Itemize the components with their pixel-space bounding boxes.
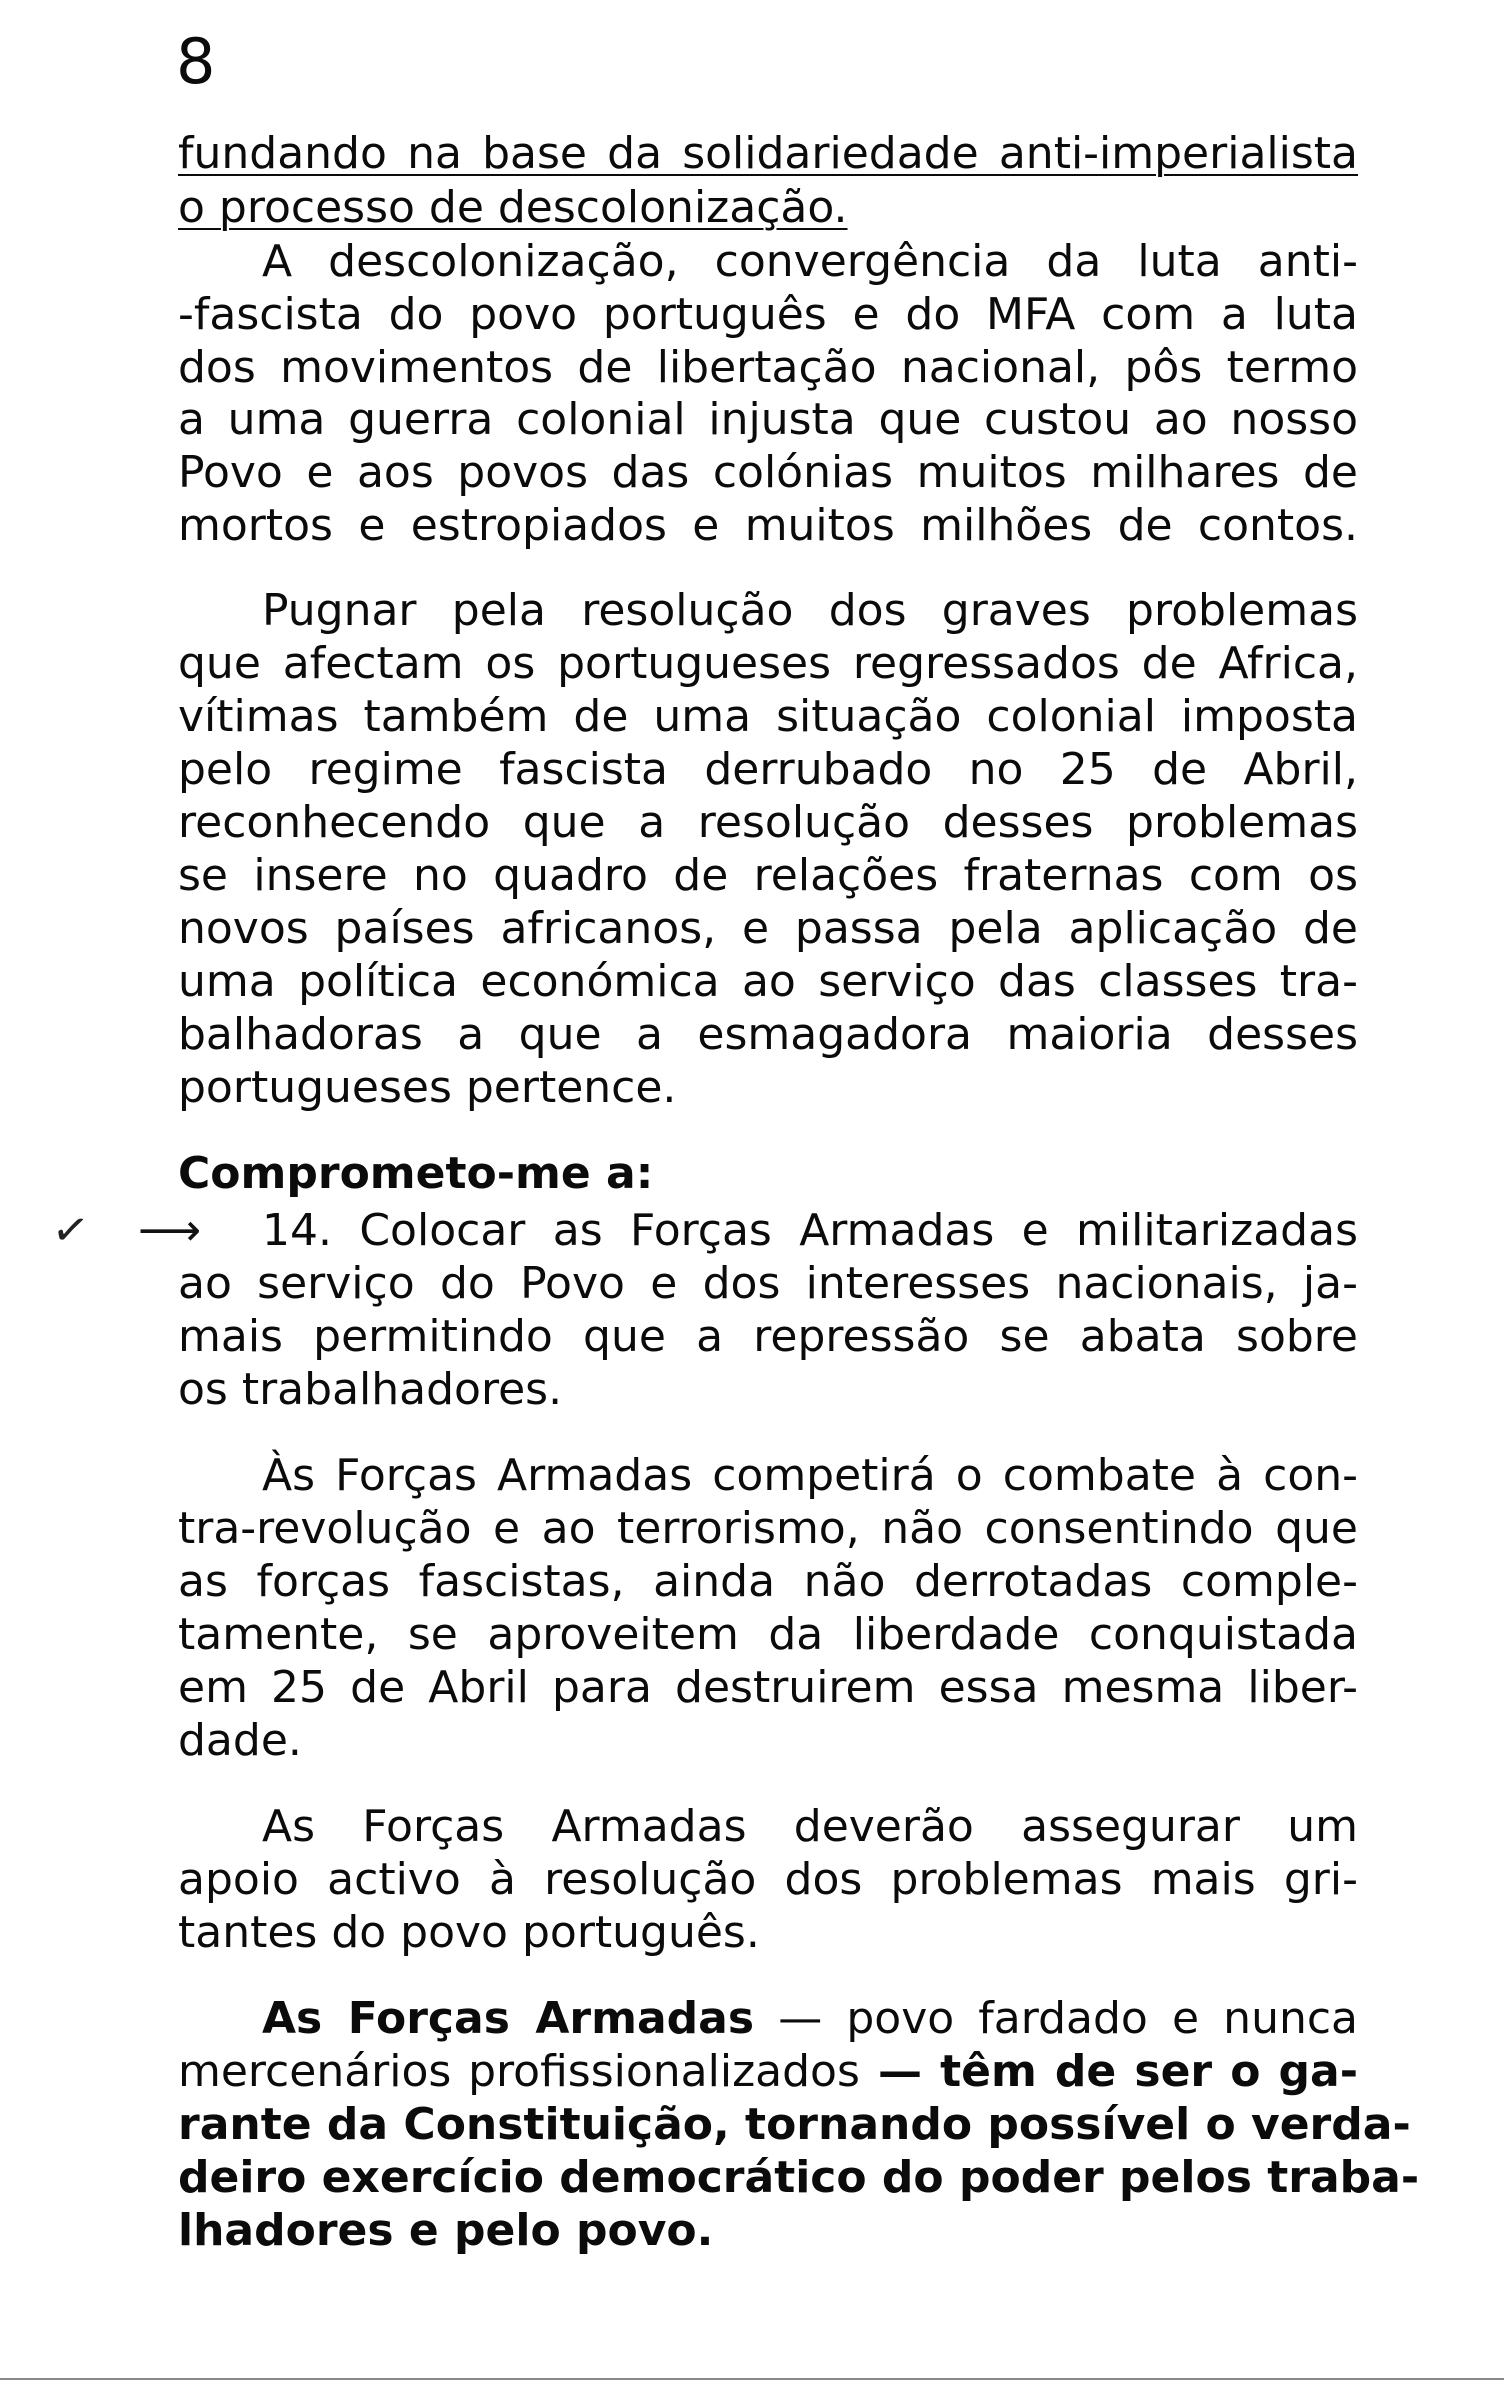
text-line: tamente, se aproveitem da liberdade conquistada (178, 1609, 1358, 1660)
text-span: mercenários profissionalizados (178, 2046, 860, 2097)
text-line: os trabalhadores. (178, 1364, 563, 1415)
margin-arrow-mark: ⟶ (138, 1205, 202, 1256)
text-line: uma política económica ao serviço das classes tra- (178, 956, 1358, 1007)
text-line: se insere no quadro de relações fraternas com os (178, 850, 1358, 901)
text-line: balhadoras a que a esmagadora maioria desses (178, 1009, 1358, 1060)
text-line: Povo e aos povos das colónias muitos milhares de (178, 447, 1358, 498)
text-line: rante da Constituição, tornando possível o verda- (178, 2099, 1411, 2150)
text-line: pelo regime fascista derrubado no 25 de Abril, (178, 744, 1358, 795)
text-line: -fascista do povo português e do MFA com a luta (178, 289, 1358, 340)
text-line: a uma guerra colonial injusta que custou ao nosso (178, 394, 1358, 445)
text-line: 14. Colocar as Forças Armadas e militarizadas (262, 1205, 1358, 1256)
text-span: As Forças Armadas (262, 1993, 755, 2044)
text-line: reconhecendo que a resolução desses problemas (178, 797, 1358, 848)
text-line: mortos e estropiados e muitos milhões de contos. (178, 500, 1358, 551)
text-line: As Forças Armadas deverão assegurar um (262, 1801, 1358, 1852)
text-line: novos países africanos, e passa pela aplicação de (178, 903, 1358, 954)
text-line: as forças fascistas, ainda não derrotadas comple- (178, 1556, 1358, 1607)
text-line: vítimas também de uma situação colonial imposta (178, 691, 1358, 742)
text-line: Pugnar pela resolução dos graves problemas (262, 585, 1358, 636)
bottom-rule (0, 2378, 1504, 2380)
text-line: A descolonização, convergência da luta anti- (262, 236, 1358, 287)
text-line (178, 2046, 1358, 2098)
text-line: lhadores e pelo povo. (178, 2205, 714, 2256)
page-number: 8 (176, 25, 216, 98)
text-line: fundando na base da solidariedade anti-imperialista (178, 128, 1358, 179)
text-line: tra-revolução e ao terrorismo, não consentindo que (178, 1503, 1358, 1554)
text-line: Comprometo-me a: (178, 1148, 654, 1199)
margin-check-mark: ✓ (48, 1202, 93, 1259)
text-line: dos movimentos de libertação nacional, pôs termo (178, 342, 1358, 393)
text-line: deiro exercício democrático do poder pelos traba- (178, 2152, 1420, 2203)
text-line (262, 1993, 1358, 2045)
text-line: Às Forças Armadas competirá o combate à con- (262, 1450, 1358, 1501)
text-line: mais permitindo que a repressão se abata sobre (178, 1311, 1358, 1362)
text-span: — têm de ser o ga- (859, 2046, 1358, 2097)
text-span: — povo fardado e nunca (754, 1993, 1358, 2044)
text-line: que afectam os portugueses regressados de Africa, (178, 638, 1358, 689)
text-line: o processo de descolonização. (178, 182, 848, 233)
text-line: dade. (178, 1715, 302, 1766)
text-line: ao serviço do Povo e dos interesses nacionais, ja- (178, 1258, 1358, 1309)
text-line: em 25 de Abril para destruirem essa mesma liber- (178, 1662, 1358, 1713)
text-line: apoio activo à resolução dos problemas mais gri- (178, 1854, 1358, 1905)
text-line: tantes do povo português. (178, 1907, 760, 1958)
text-line: portugueses pertence. (178, 1062, 677, 1113)
